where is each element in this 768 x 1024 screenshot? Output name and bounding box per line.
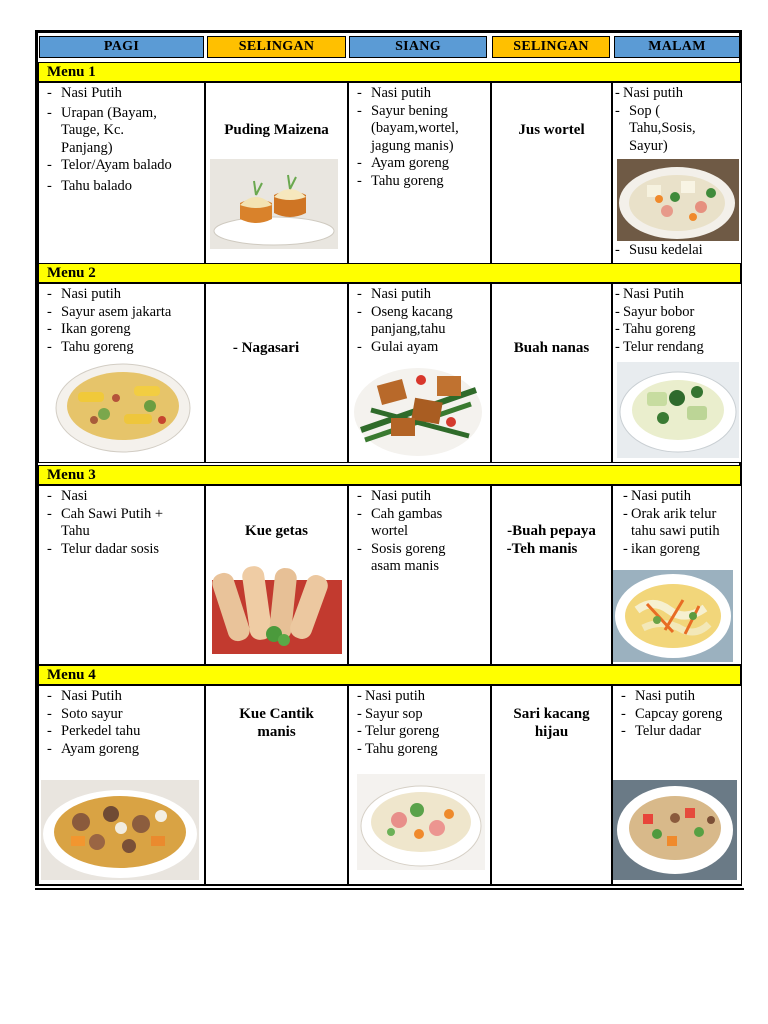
menu-item: - ikan goreng	[621, 541, 737, 559]
menu-item: - Perkedel tahu	[39, 723, 204, 741]
menu-item: - Telor/Ayam balado	[39, 157, 204, 175]
menu-item: - Ayam goreng	[349, 155, 479, 173]
snack-name-line-1: -Buah pepaya	[507, 523, 596, 539]
pagi-cell	[38, 485, 205, 665]
header-pagi: PAGI	[39, 36, 204, 58]
menu-item: - Sop ( Tahu,Sosis, Sayur)	[613, 103, 725, 156]
siang-cell	[348, 485, 491, 665]
selingan-cell	[205, 283, 348, 463]
snack-name-line-2: hijau	[534, 724, 569, 740]
orak-arik-photo	[613, 570, 733, 662]
menu-item: - Telur goreng	[355, 723, 490, 741]
selingan-cell	[205, 82, 348, 264]
pagi-item-list	[39, 688, 204, 758]
menu-item: - Tahu balado	[39, 178, 204, 196]
oseng-kacang-photo	[351, 360, 486, 460]
snack-name-line-2: -Teh manis	[506, 541, 578, 557]
menu-item: - Telur dadar sosis	[39, 541, 189, 559]
menu-item: - Tahu goreng	[349, 173, 479, 191]
pagi-cell	[38, 82, 205, 264]
malam-item-list	[621, 488, 737, 558]
table-bottom-rule	[35, 888, 744, 890]
menu-item: - Orak arik telur tahu sawi putih	[621, 506, 737, 541]
menu-item: - Gulai ayam	[349, 339, 479, 357]
selingan-cell	[491, 685, 612, 885]
snack-name: Buah nanas	[513, 340, 590, 356]
header-malam: MALAM	[614, 36, 740, 58]
menu-item: - Telur dadar	[613, 723, 723, 741]
malam-item-list	[613, 688, 723, 741]
pudding-photo	[210, 159, 338, 249]
menu-item: - Nasi putih	[349, 488, 469, 506]
snack-name: Jus wortel	[518, 122, 585, 138]
selingan-cell	[491, 283, 612, 463]
snack-name-line-1: Sari kacang	[513, 706, 590, 722]
menu-item: - Sayur bobor	[613, 304, 741, 322]
siang-item-list	[349, 488, 469, 576]
snack-name-line-1: Kue Cantik	[239, 706, 314, 722]
menu-band: Menu 3	[38, 465, 741, 485]
malam-item-list	[613, 286, 741, 356]
selingan-cell	[491, 82, 612, 264]
menu-item: - Cah gambas wortel	[349, 506, 469, 541]
menu-item: - Tahu goreng	[613, 321, 741, 339]
snack-name: Puding Maizena	[224, 122, 329, 138]
siang-item-list	[349, 286, 479, 356]
menu-item: - Sosis goreng asam manis	[349, 541, 469, 576]
siang-cell	[348, 685, 491, 885]
menu-item: - Cah Sawi Putih + Tahu	[39, 506, 189, 541]
pagi-item-list	[39, 85, 204, 196]
selingan-cell	[205, 685, 348, 885]
snack-name: - Nagasari	[232, 340, 300, 356]
menu-item: - Nasi Putih	[39, 85, 204, 103]
sayur-sop-photo	[357, 774, 485, 870]
menu-band: Menu 2	[38, 263, 741, 283]
menu-item: - Nasi putih	[613, 688, 723, 706]
menu-item: - Sayur asem jakarta	[39, 304, 204, 322]
capcay-photo	[613, 780, 737, 880]
pagi-item-list	[39, 488, 189, 558]
menu-item: - Sayur sop	[355, 706, 490, 724]
menu-item: - Nasi Putih	[613, 286, 741, 304]
menu-item: - Ayam goreng	[39, 741, 204, 759]
menu-item: - Soto sayur	[39, 706, 204, 724]
header-selingan-1: SELINGAN	[207, 36, 346, 58]
menu-item: - Urapan (Bayam, Tauge, Kc. Panjang)	[39, 105, 171, 158]
selingan-cell	[205, 485, 348, 665]
menu-item: - Nasi putih	[355, 688, 490, 706]
menu-item: - Nasi putih	[613, 85, 725, 103]
header-siang: SIANG	[349, 36, 487, 58]
menu-item: - Tahu goreng	[39, 339, 204, 357]
sayur-bobor-photo	[617, 362, 739, 458]
menu-item: - Capcay goreng	[613, 706, 723, 724]
siang-cell	[348, 283, 491, 463]
menu-item: - Ikan goreng	[39, 321, 204, 339]
soup-photo	[617, 159, 739, 241]
malam-cell	[612, 685, 742, 885]
menu-item: - Tahu goreng	[355, 741, 490, 759]
malam-cell	[612, 82, 742, 264]
menu-item: - Nasi putih	[621, 488, 737, 506]
kue-getas-photo	[212, 558, 342, 654]
menu-item: - Nasi putih	[349, 286, 479, 304]
pagi-item-list	[39, 286, 204, 356]
menu-item: - Nasi	[39, 488, 189, 506]
snack-name-line-2: manis	[257, 724, 296, 740]
menu-item: - Nasi putih	[39, 286, 204, 304]
soto-photo	[41, 780, 199, 880]
menu-item: - Nasi Putih	[39, 688, 204, 706]
snack-name: Kue getas	[245, 523, 308, 539]
header-selingan-2: SELINGAN	[492, 36, 610, 58]
menu-item: - Oseng kacang panjang,tahu	[349, 304, 479, 339]
menu-band: Menu 4	[38, 665, 741, 685]
menu-item: - Sayur bening (bayam,wortel, jagung manis)	[349, 103, 479, 156]
menu-band: Menu 1	[38, 62, 741, 82]
siang-item-list	[355, 688, 490, 758]
malam-cell	[612, 283, 742, 463]
siang-cell	[348, 82, 491, 264]
sayur-asem-photo	[54, 358, 192, 454]
malam-extra-list	[613, 242, 703, 260]
pagi-cell	[38, 283, 205, 463]
pagi-cell	[38, 685, 205, 885]
menu-item: - Telur rendang	[613, 339, 741, 357]
selingan-cell	[491, 485, 612, 665]
malam-item-list	[613, 85, 725, 155]
menu-item: - Nasi putih	[349, 85, 479, 103]
menu-item: - Susu kedelai	[613, 242, 703, 260]
malam-cell	[612, 485, 742, 665]
siang-item-list	[349, 85, 479, 191]
